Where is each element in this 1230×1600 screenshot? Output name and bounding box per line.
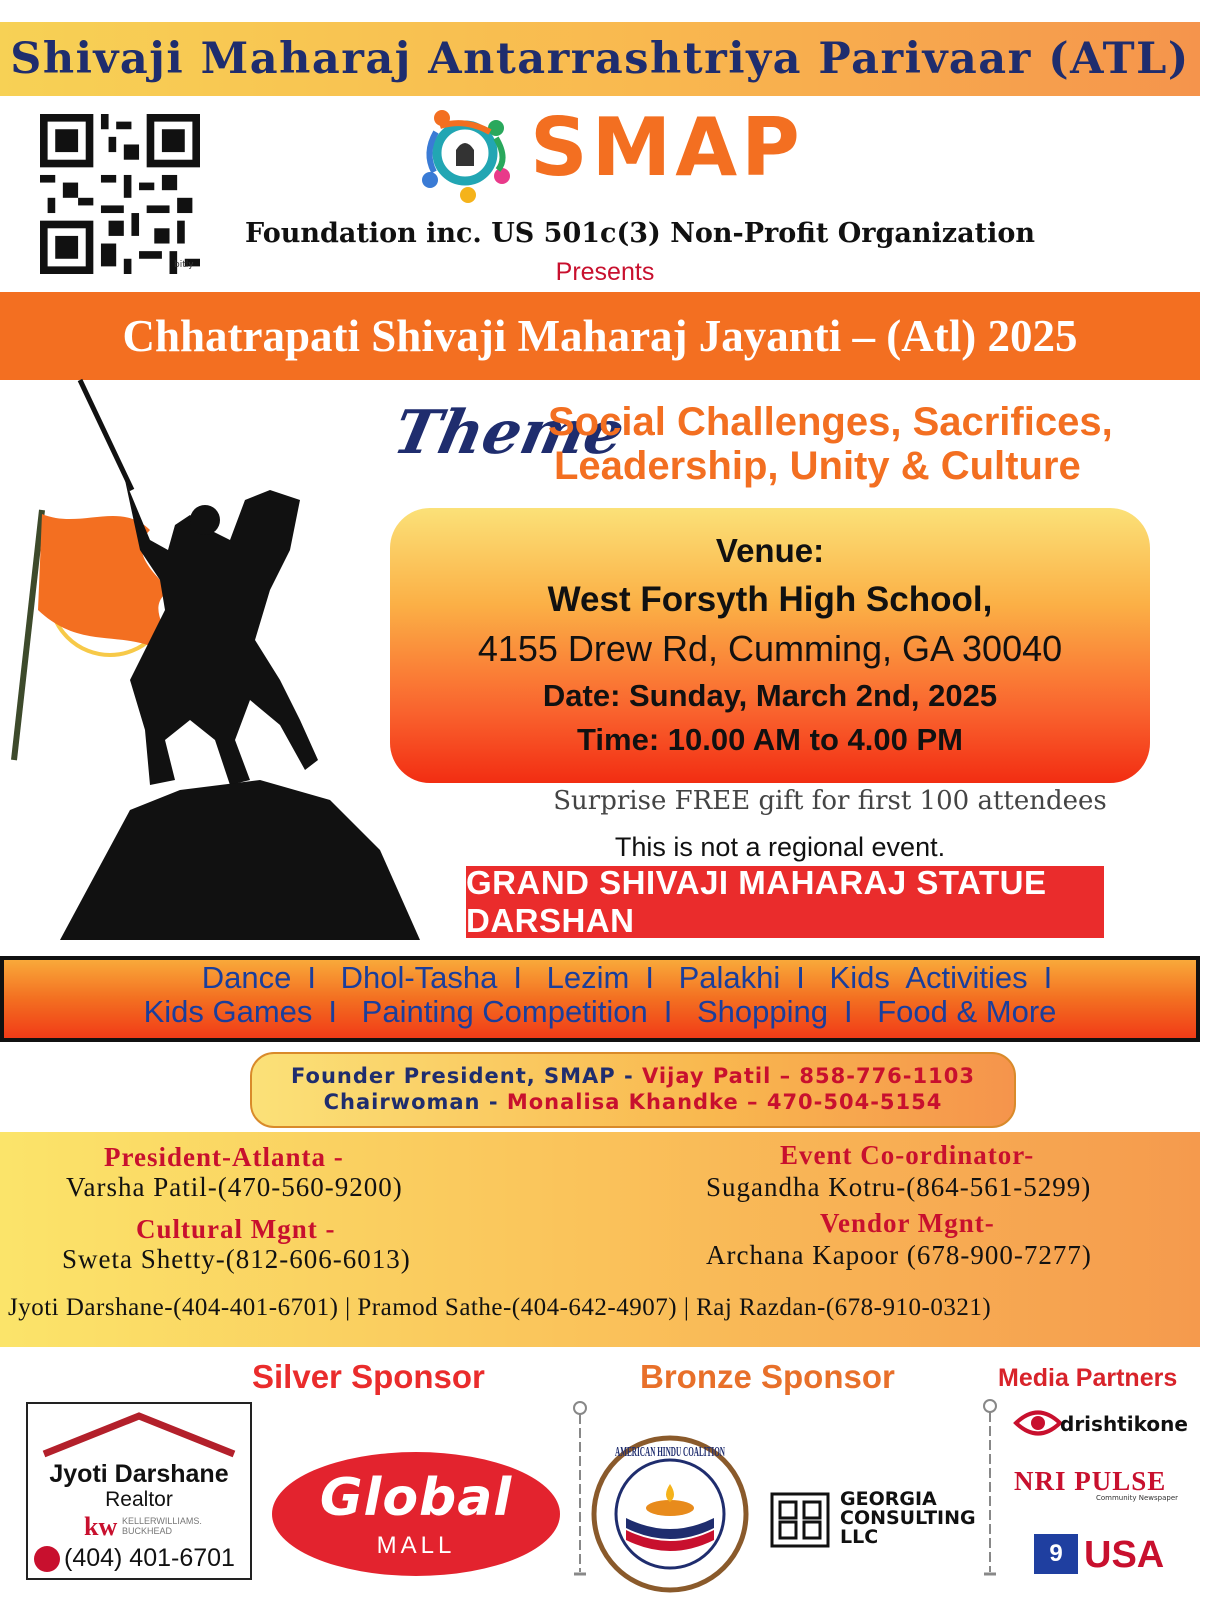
separator: I [645,960,654,995]
regional-note: This is not a regional event. [614,832,946,862]
venue-label: Venue: [715,532,825,569]
american-hindu-coalition-seal[interactable] [590,1434,750,1594]
org-title: Shivaji Maharaj Antarrashtriya Parivaar (ATL) [10,34,1190,84]
top-banner [0,22,1200,96]
chair-contact: Monalisa Khandke – 470-504-5154 [506,1090,943,1114]
committee-panel [0,1132,1200,1347]
activity-item: Palakhi [678,960,781,995]
ga-line: CONSULTING [840,1507,976,1529]
jyoti-darshane-sponsor-card[interactable] [26,1402,252,1580]
drishtikone-text: drishtikone [1060,1412,1188,1436]
smap-logo-text: SMAP [530,101,804,194]
activity-item: Painting Competition [361,994,648,1029]
saffron-flag-icon [38,514,170,650]
theme-text [548,400,1113,488]
venue-address: 4155 Drew Rd, Cumming, GA 30040 [477,628,1063,669]
venue-school: West Forsyth High School, [547,580,993,619]
qr-code-icon[interactable] [40,114,200,274]
vendor-role: Vendor Mgnt- [820,1208,995,1238]
ga-line: LLC [840,1526,879,1548]
founder-row [252,1064,1014,1088]
cultural-name: Sweta Shetty-(812-606-6013) [62,1244,411,1274]
activity-item: Dhol-Tasha [340,960,498,995]
activity-item: Kids Games [143,994,313,1029]
presents-label: Presents [555,258,655,286]
divider-pin-icon [982,1398,998,1580]
chair-row [252,1090,1014,1114]
silver-sponsor-heading: Silver Sponsor [252,1358,485,1395]
qr-caption: bitly [174,260,194,270]
founder-role: Founder President, SMAP - [291,1064,643,1088]
foundation-line: Foundation inc. US 501c(3) Non-Profit Organization [245,218,1035,249]
separator: I [1043,960,1053,995]
separator: I [513,960,523,995]
tv9-badge: 9 [1034,1534,1078,1574]
venue-box [390,508,1150,783]
statue-darshan-banner: GRAND SHIVAJI MAHARAJ STATUE DARSHAN [466,866,1104,938]
smap-emblem-icon [410,98,520,208]
gift-note: Surprise FREE gift for first 100 attendees [553,786,1107,816]
founder-contact: Vijay Patil – 858-776-1103 [642,1064,975,1088]
eye-icon [1014,1406,1062,1440]
sponsor-phone-number: (404) 401-6701 [64,1544,235,1572]
event-date: Date: Sunday, March 2nd, 2025 [542,678,998,713]
sponsor-name: Jyoti Darshane [49,1460,229,1488]
bronze-sponsor-heading: Bronze Sponsor [640,1358,895,1395]
separator: I [307,960,316,995]
activity-item: Food & More [877,994,1057,1029]
seal-text: AMERICAN HINDU COALITION [615,1445,725,1460]
sponsor-role: Realtor [105,1488,173,1511]
vendor-name: Archana Kapoor (678-900-7277) [706,1240,1092,1270]
theme-label: Theme [387,398,631,468]
global-mall-sub: MALL [376,1532,456,1559]
activity-item: Kids Activities [829,960,1028,995]
georgia-consulting-text [840,1490,976,1547]
event-time: Time: 10.00 AM to 4.00 PM [577,722,963,757]
activity-item: Dance [201,960,292,995]
coordinator-role: Event Co-ordinator- [780,1140,1035,1170]
cultural-role: Cultural Mgnt - [136,1214,336,1244]
georgia-consulting-logo[interactable] [770,1490,990,1554]
separator: I [843,994,853,1029]
drishtikone-logo[interactable] [1014,1404,1188,1444]
nri-pulse-logo[interactable] [1014,1466,1184,1506]
event-title-bar [0,292,1200,380]
coordinator-name: Sugandha Kotru-(864-561-5299) [706,1172,1092,1202]
president-role: President-Atlanta - [104,1142,344,1172]
event-title: Chhatrapati Shivaji Maharaj Jayanti – (Atl) 2025 [122,311,1078,361]
georgia-consulting-icon [770,1492,830,1548]
members-line: Jyoti Darshane-(404-401-6701) | Pramod Sathe-(404-642-4907) | Raj Razdan-(678-910-0321) [8,1294,992,1321]
nri-pulse-sub: Community Newspaper [1095,1494,1178,1502]
theme-line-2: Leadership, Unity & Culture [554,444,1081,488]
sponsor-phone [34,1544,235,1573]
kw-logo: kw [84,1512,118,1541]
tv9-usa-text: USA [1084,1534,1165,1576]
separator: I [328,994,338,1029]
activity-item: Lezim [546,960,630,995]
divider-pin-icon [572,1400,588,1580]
president-name: Varsha Patil-(470-560-9200) [66,1172,403,1202]
separator: I [663,994,673,1029]
global-mall-text: Global [319,1468,513,1528]
ga-line: GEORGIA [840,1488,937,1510]
separator: I [796,960,805,995]
house-roof-icon [34,1410,244,1458]
activity-item: Shopping [696,994,828,1029]
global-mall-logo[interactable] [272,1452,560,1576]
tv9-usa-logo[interactable] [1034,1526,1174,1584]
media-partners-heading: Media Partners [998,1364,1178,1392]
activities-bar [0,956,1200,1042]
founder-box [250,1052,1016,1128]
activities-row-1 [4,960,1196,996]
chair-role: Chairwoman - [323,1090,507,1114]
phone-icon [34,1546,60,1572]
activities-row-2 [4,994,1196,1030]
nri-pulse-text: NRI PULSE [1014,1466,1167,1496]
theme-line-1: Social Challenges, Sacrifices, [548,400,1113,444]
kw-logo-sub: KELLERWILLIAMS. BUCKHEAD [122,1516,202,1536]
